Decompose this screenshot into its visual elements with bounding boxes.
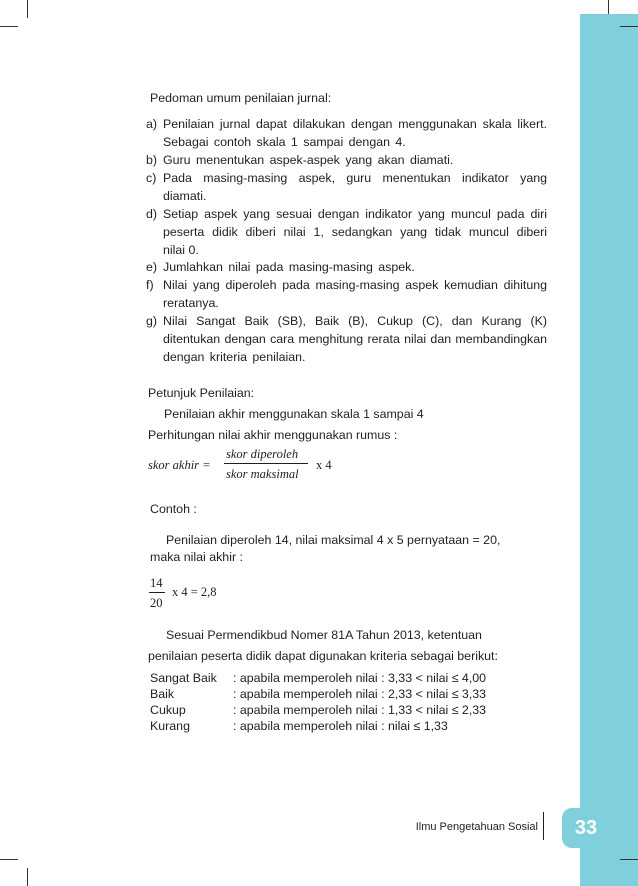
list-item-c-line1: Pada masing-masing aspek, guru menentukan indikator yang [163, 171, 547, 185]
criteria-desc-sangat-baik: : apabila memperoleh nilai : 3,33 < nilai ≤ 4,00 [233, 671, 487, 685]
list-item-e-line1: Jumlahkan nilai pada masing-masing aspek. [163, 260, 415, 274]
formula-multiplier: x 4 [316, 458, 332, 472]
page-number: 33 [574, 817, 598, 839]
side-color-band [580, 14, 638, 886]
list-marker-c: c) [146, 171, 157, 185]
contoh-line2: maka nilai akhir : [150, 550, 243, 564]
petunjuk-line2: Perhitungan nilai akhir menggunakan rumus : [148, 428, 398, 442]
criteria-label-sangat-baik: Sangat Baik [150, 671, 217, 685]
formula-denominator: skor maksimal [226, 467, 299, 481]
petunjuk-line1: Penilaian akhir menggunakan skala 1 sampai 4 [164, 407, 424, 421]
list-marker-b: b) [146, 153, 158, 167]
list-item-f-line2: reratanya. [163, 296, 219, 310]
list-item-g-line2: ditentukan dengan cara menghitung rerata nilai dan membandingkan [163, 332, 547, 346]
criteria-label-kurang: Kurang [150, 719, 190, 733]
criteria-desc-baik: : apabila memperoleh nilai : 2,33 < nilai ≤ 3,33 [233, 687, 487, 701]
list-marker-d: d) [146, 207, 158, 221]
footer-separator [543, 812, 544, 840]
contoh-denominator: 20 [150, 596, 163, 610]
criteria-label-baik: Baik [150, 687, 175, 701]
criteria-desc-cukup: : apabila memperoleh nilai : 1,33 < nilai ≤ 2,33 [233, 703, 487, 717]
formula-numerator: skor diperoleh [226, 447, 299, 461]
contoh-line1: Penilaian diperoleh 14, nilai maksimal 4 x 5 pernyataan = 20, [166, 533, 501, 547]
crop-mark-bl-v [27, 868, 28, 886]
contoh-numerator: 14 [150, 576, 163, 590]
crop-mark-bl-h [0, 859, 18, 860]
petunjuk-title: Petunjuk Penilaian: [148, 386, 255, 400]
list-item-d-line2: peserta didik diberi nilai 1, sedangkan yang tidak muncul diberi [163, 225, 547, 239]
list-item-a-line1: Penilaian jurnal dapat dilakukan dengan menggunakan skala likert. [163, 117, 547, 131]
list-item-d-line1: Setiap aspek yang sesuai dengan indikator yang muncul pada diri [163, 207, 547, 221]
list-item-b-line1: Guru menentukan aspek-aspek yang akan diamati. [163, 153, 454, 167]
formula-fraction-bar [224, 463, 308, 464]
contoh-title: Contoh : [150, 502, 197, 516]
footer-book-title: Ilmu Pengetahuan Sosial [415, 821, 538, 833]
list-item-g-line1: Nilai Sangat Baik (SB), Baik (B), Cukup (C), dan Kurang (K) [163, 314, 547, 328]
list-marker-a: a) [146, 117, 158, 131]
sesuai-line1: Sesuai Permendikbud Nomer 81A Tahun 2013, ketentuan [166, 628, 482, 642]
list-item-d-line3: nilai 0. [163, 243, 199, 257]
list-item-c-line2: diamati. [163, 189, 207, 203]
crop-mark-tl-h [0, 26, 18, 27]
contoh-fraction-bar [149, 592, 165, 593]
criteria-desc-kurang: : apabila memperoleh nilai : nilai ≤ 1,33 [233, 719, 448, 733]
crop-mark-br-h [620, 859, 638, 860]
list-marker-f: f) [146, 278, 154, 292]
list-item-a-line2: Sebagai contoh skala 1 sampai dengan 4. [163, 135, 406, 149]
sesuai-line2: penilaian peserta didik dapat digunakan kriteria sebagai berikut: [148, 649, 498, 663]
criteria-label-cukup: Cukup [150, 703, 186, 717]
list-marker-e: e) [146, 260, 158, 274]
crop-mark-tl-v [27, 0, 28, 18]
list-item-g-line3: dengan kriteria penilaian. [163, 350, 306, 364]
formula-lhs: skor akhir = [148, 458, 211, 472]
list-marker-g: g) [146, 314, 158, 328]
list-item-f-line1: Nilai yang diperoleh pada masing-masing aspek kemudian dihitung [163, 278, 547, 292]
section-heading: Pedoman umum penilaian jurnal: [150, 91, 332, 105]
crop-mark-tr-h [620, 26, 638, 27]
contoh-result: x 4 = 2,8 [172, 585, 217, 599]
